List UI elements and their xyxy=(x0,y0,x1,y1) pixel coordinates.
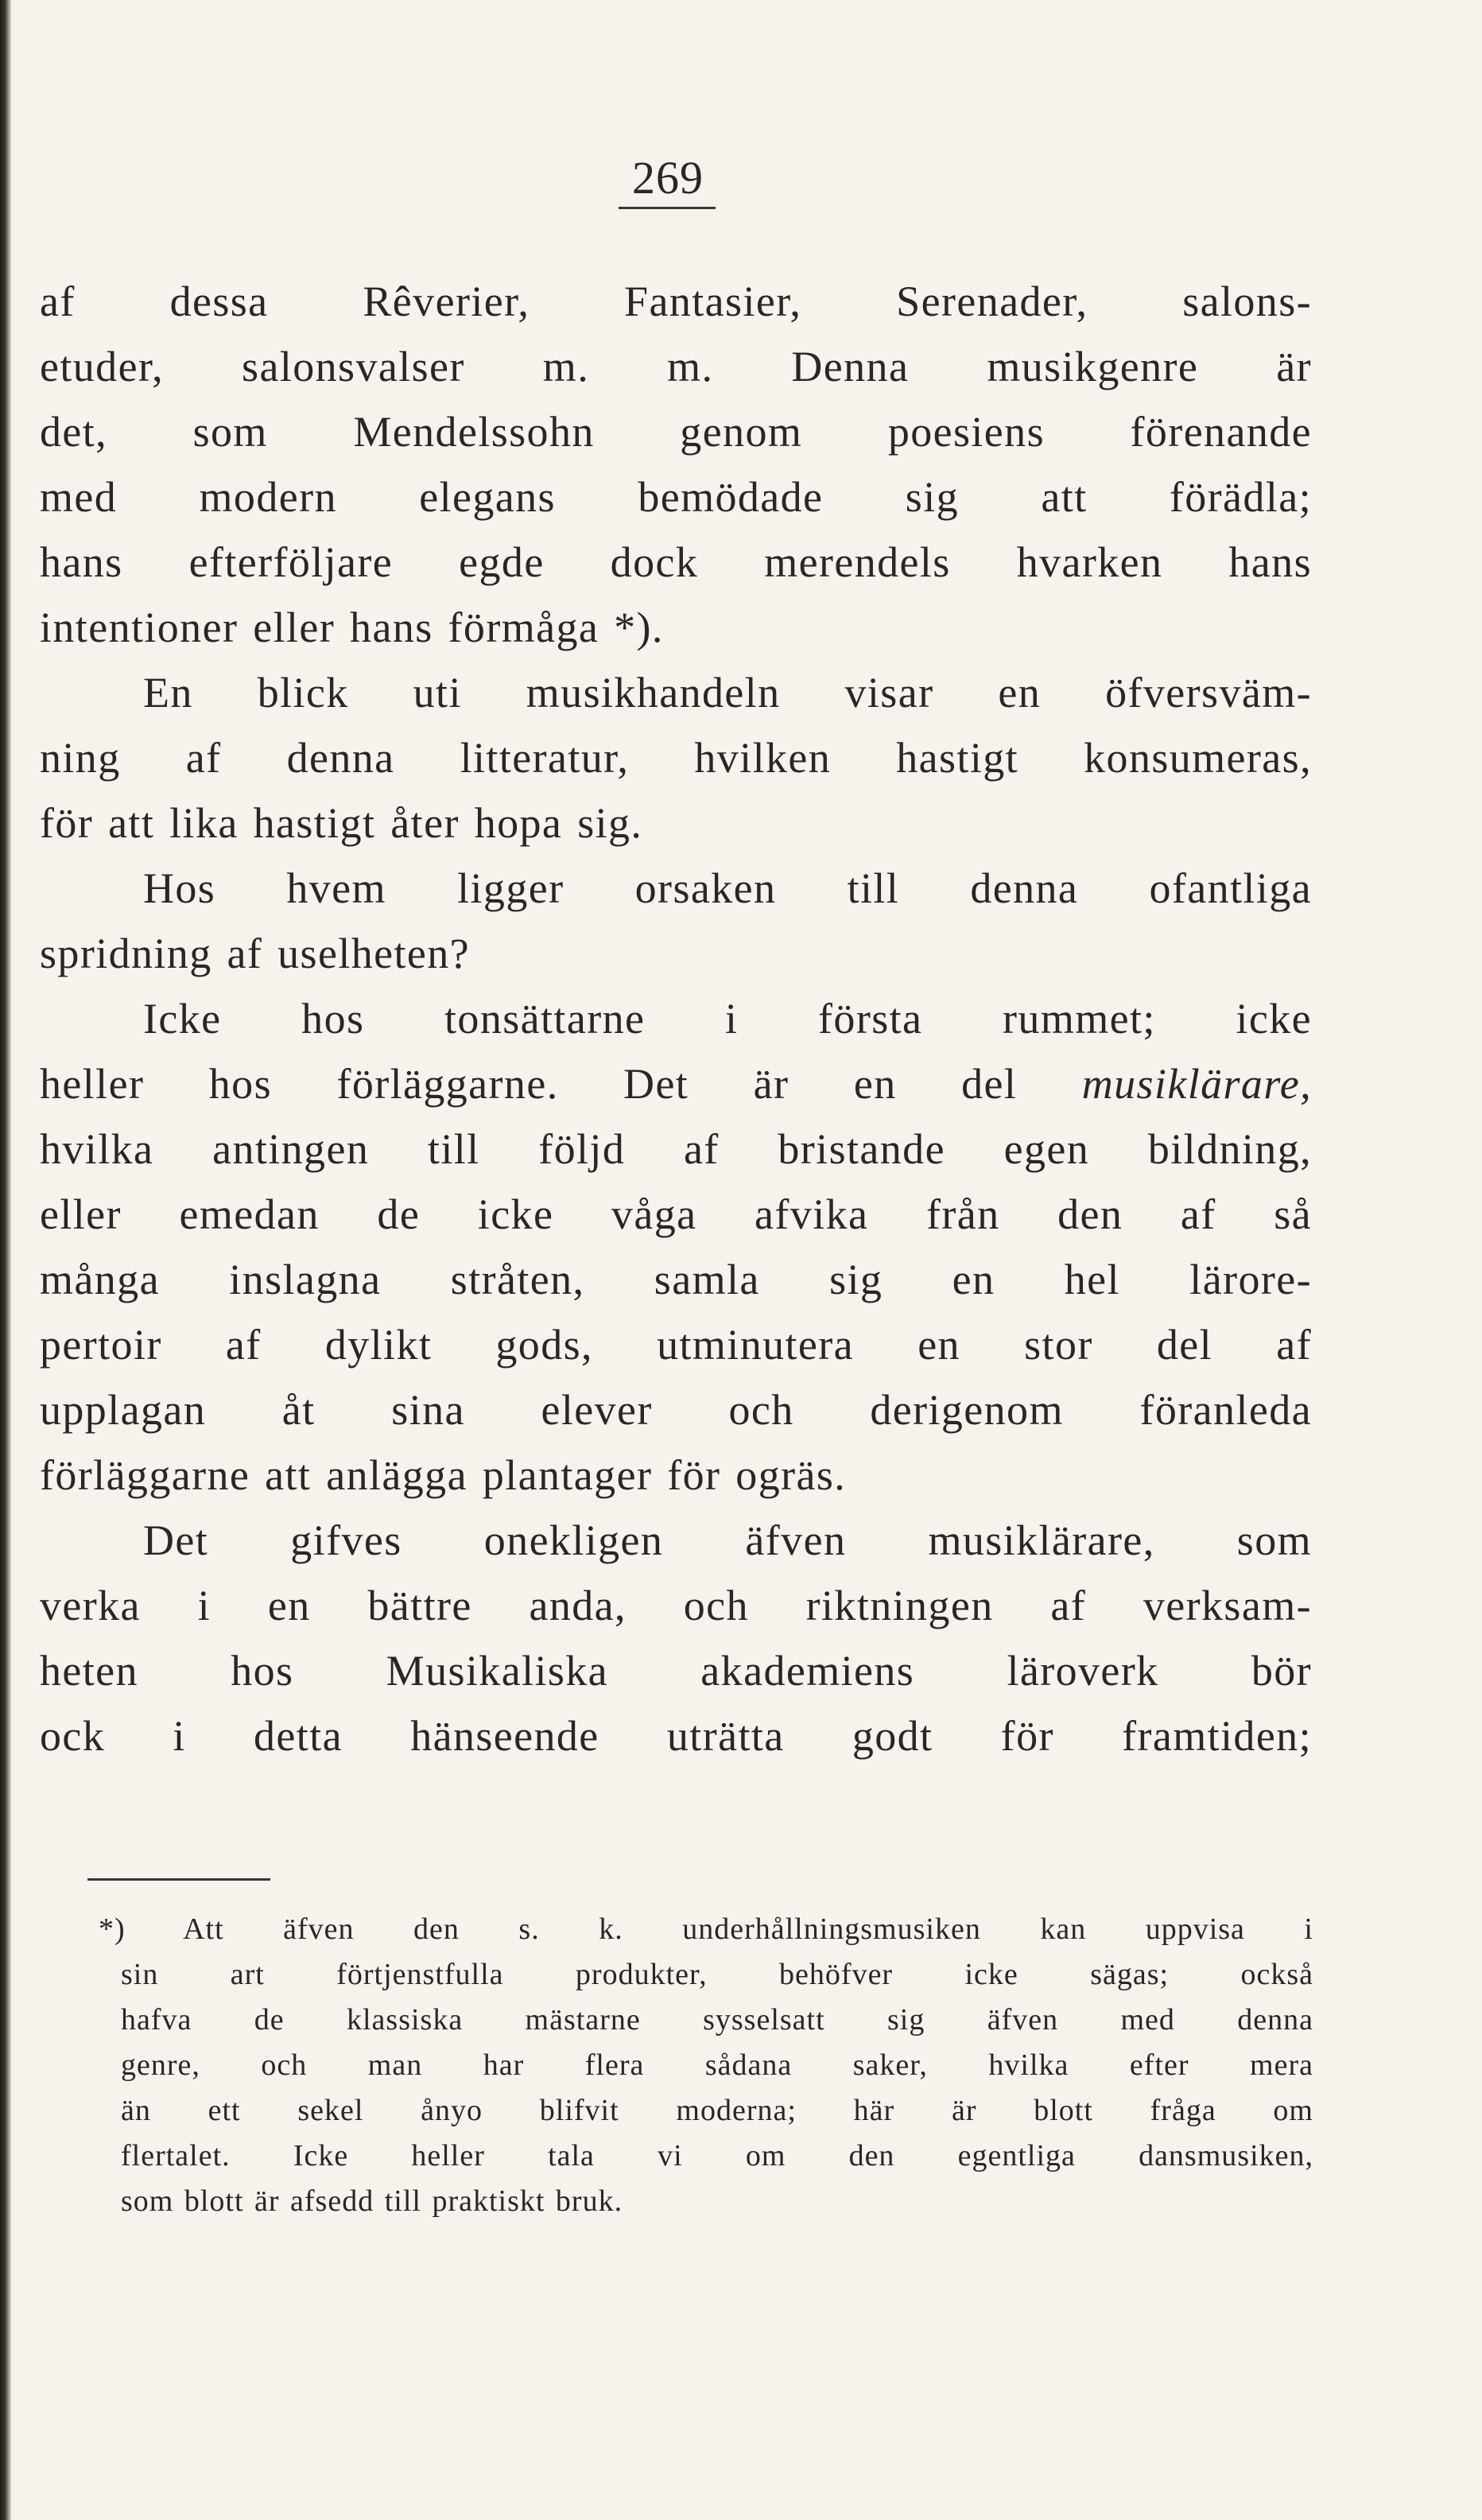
body-line-text: heller hos förläggarne. Det är en del xyxy=(40,1060,1018,1108)
page-number: 269 xyxy=(632,152,704,204)
footnote-line: sin art förtjenstfulla produkter, behöfver icke sägas; också xyxy=(121,1958,1313,1991)
body-line: ock i detta hänseende uträtta godt för framtiden; xyxy=(40,1712,1312,1760)
body-line: för att lika hastigt åter hopa sig. xyxy=(40,799,643,847)
body-line: spridning af uselheten? xyxy=(40,930,471,977)
body-line: hans efterföljare egde dock merendels hvarken hans xyxy=(40,538,1312,586)
body-line: Det gifves onekligen äfven musiklärare, som xyxy=(143,1516,1312,1564)
body-line xyxy=(40,1051,1312,1116)
footnote xyxy=(99,1907,1313,2224)
body-line: det, som Mendelssohn genom poesiens förenande xyxy=(40,408,1312,456)
body-line: verka i en bättre anda, och riktningen af verksam- xyxy=(40,1582,1312,1629)
body-line: pertoir af dylikt gods, utminutera en stor del af xyxy=(40,1321,1312,1369)
body-line: många inslagna stråten, samla sig en hel lärore- xyxy=(40,1256,1312,1303)
footnote-line: genre, och man har flera sådana saker, hvilka efter mera xyxy=(121,2048,1313,2082)
body-line: intentioner eller hans förmåga *). xyxy=(40,604,664,651)
body-line: ning af denna litteratur, hvilken hastigt konsumeras, xyxy=(40,734,1312,782)
footnote-line: *) Att äfven den s. k. underhållningsmusiken kan uppvisa i xyxy=(99,1912,1313,1946)
body-line: heten hos Musikaliska akademiens läroverk bör xyxy=(40,1647,1312,1695)
footnote-line: som blott är afsedd till praktiskt bruk. xyxy=(121,2184,623,2218)
body-line: af dessa Rêverier, Fantasier, Serenader, salons- xyxy=(40,278,1312,325)
footnote-line: hafva de klassiska mästarne sysselsatt sig äfven med denna xyxy=(121,2003,1313,2037)
body-line: hvilka antingen till följd af bristande egen bildning, xyxy=(40,1125,1312,1173)
body-line: En blick uti musikhandeln visar en öfversväm- xyxy=(143,669,1312,716)
body-line: etuder, salonsvalser m. m. Denna musikgenre är xyxy=(40,343,1312,390)
footnote-line: flertalet. Icke heller tala vi om den egentliga dansmusiken, xyxy=(121,2139,1313,2172)
body-line: upplagan åt sina elever och derigenom föranleda xyxy=(40,1386,1312,1434)
body-line: Hos hvem ligger orsaken till denna ofantliga xyxy=(143,864,1312,912)
footnote-rule xyxy=(87,1878,270,1881)
page-number-rule xyxy=(619,207,716,209)
body-line: eller emedan de icke våga afvika från den af så xyxy=(40,1190,1312,1238)
body-line: Icke hos tonsättarne i första rummet; icke xyxy=(143,995,1312,1043)
binding-edge xyxy=(0,0,11,2520)
footnote-line: än ett sekel ånyo blifvit moderna; här är blott fråga om xyxy=(121,2094,1313,2127)
emphasized-word: musiklärare, xyxy=(1081,1060,1312,1108)
body-text xyxy=(40,269,1312,1769)
body-line: förläggarne att anlägga plantager för ogräs. xyxy=(40,1451,847,1499)
body-line: med modern elegans bemödade sig att förädla; xyxy=(40,473,1312,521)
